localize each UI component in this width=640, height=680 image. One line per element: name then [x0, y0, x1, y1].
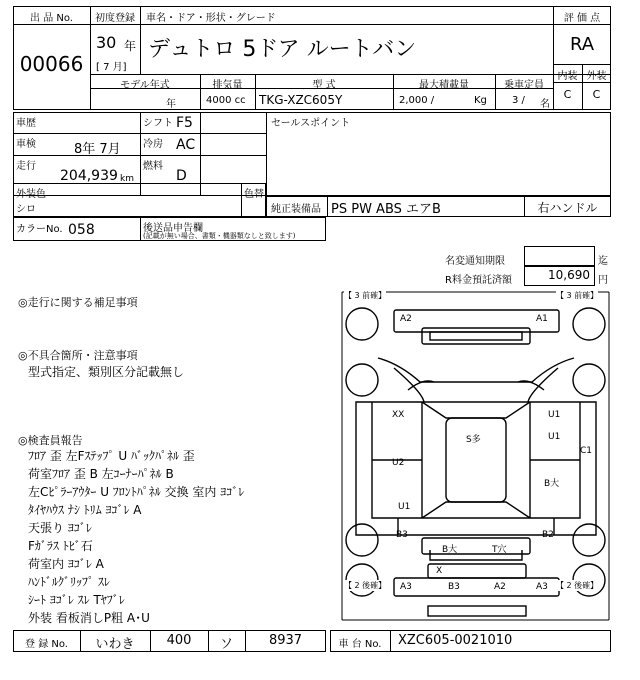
chassis-number: XZC605-0021010 — [398, 633, 513, 648]
registration-label: 登 録 No. — [25, 639, 68, 650]
inspector-line: ﾌﾛｱ 歪 左Fｽﾃｯﾌﾟ U ﾊﾞｯｸﾊﾟﾈﾙ 歪 — [28, 449, 195, 463]
registration-class: 400 — [166, 633, 192, 648]
inspector-line: 左Cﾋﾟﾗｰｱｳﾀｰ U ﾌﾛﾝﾄﾊﾟﾈﾙ 交換 室内 ﾖｺﾞﾚ — [28, 485, 245, 499]
damage-mark-u1-left: U1 — [398, 502, 411, 512]
first-registration-year-unit: 年 — [124, 39, 137, 53]
steering-side: 右ハンドル — [537, 201, 598, 215]
rating-value: RA — [569, 34, 595, 55]
diagram-tag-top-left: 【 3 前確】 — [344, 291, 387, 300]
interior-grade-label: 内装 — [557, 71, 578, 82]
model-year-unit: 年 — [166, 99, 176, 110]
recycle-value: 10,690 — [548, 268, 590, 282]
exterior-color: シロ — [16, 204, 36, 215]
ac-label: 冷房 — [143, 139, 163, 150]
registration-number: 8937 — [268, 633, 303, 648]
registration-kana: ソ — [219, 637, 233, 652]
inspector-report-title: ◎検査員報告 — [18, 434, 83, 447]
shift-label: シフト — [143, 118, 173, 129]
mileage-unit: km — [120, 174, 134, 184]
color-no-label: カラーNo. — [16, 224, 63, 235]
max-load-unit: Kg — [474, 95, 487, 106]
aftermarket-label: 後送品申告欄 — [143, 223, 203, 234]
exterior-grade: C — [592, 88, 601, 101]
vehicle-outline — [338, 290, 613, 630]
displacement-label: 排気量 — [212, 80, 243, 91]
repaint-label: 色替 — [244, 189, 264, 200]
capacity-label: 乗車定員 — [504, 80, 544, 91]
damage-mark-u1-b: U1 — [548, 432, 561, 442]
aftermarket-note: (記載が無い場合、書類・機器類なしと致します) — [143, 232, 296, 240]
inspector-line: ﾊﾝﾄﾞﾙｸﾞﾘｯﾌﾟ ｽﾚ — [28, 575, 110, 589]
displacement-value: 4000 cc — [206, 95, 246, 106]
diagram-tag-bottom-right: 【 2 後確】 — [556, 581, 599, 590]
car-name: デュトロ 5ドア ルートバン — [148, 37, 417, 62]
inspector-line: 天張り ﾖｺﾞﾚ — [28, 521, 92, 535]
recycle-label: R料金預託済額 — [445, 275, 512, 286]
inspector-line: ｼｰﾄ ﾖｺﾞﾚ ｽﾚ Tﾔﾌﾞﾚ — [28, 593, 125, 607]
exterior-color-label: 外装色 — [16, 189, 46, 200]
damage-mark-b-large-bottom: B大 — [442, 545, 458, 555]
chassis-label: 車 台 No. — [338, 639, 382, 650]
first-registration-year: 30 — [96, 33, 117, 52]
defects-line: 型式指定、類別区分記載無し — [28, 365, 185, 379]
sales-point-label: セールスポイント — [271, 118, 351, 129]
damage-mark-a1-front: A1 — [536, 314, 548, 324]
max-load-label: 最大積載量 — [419, 80, 469, 91]
inspector-line: ﾀｲﾔﾊｳｽ ﾅｼ ﾄﾘﾑ ﾖｺﾞﾚ A — [28, 503, 142, 517]
first-registration-month: [ 7 月] — [96, 62, 127, 73]
damage-mark-b3-bottom: B3 — [448, 582, 460, 592]
damage-mark-s-many: S多 — [466, 435, 481, 445]
damage-mark-u1-a: U1 — [548, 410, 561, 420]
first-registration-label: 初度登録 — [95, 13, 135, 24]
inspection-value: 8年 7月 — [74, 142, 121, 157]
lot-number-label: 出 品 No. — [30, 13, 73, 24]
color-no-value: 058 — [68, 222, 95, 238]
mileage-label: 走行 — [16, 161, 36, 172]
inspector-line: 荷室内 ﾖｺﾞﾚ A — [28, 557, 104, 571]
damage-mark-b3-left: B3 — [396, 530, 408, 540]
running-notes-title: ◎走行に関する補足事項 — [18, 296, 138, 309]
damage-mark-a2-front: A2 — [400, 314, 412, 324]
meter-notice-label: 名変通知期限 — [445, 256, 505, 267]
diagram-tag-bottom-left: 【 2 後確】 — [344, 581, 387, 590]
history-label: 車歴 — [16, 118, 36, 129]
equipment-list: PS PW ABS エアB — [331, 202, 441, 217]
max-load-value: 2,000 / — [399, 95, 435, 106]
inspection-label: 車検 — [16, 139, 36, 150]
mileage-value: 204,939 — [60, 168, 118, 184]
damage-mark-b2-right: B2 — [542, 530, 554, 540]
model-year-label: モデル年式 — [120, 80, 170, 91]
damage-mark-b-large-right: B大 — [544, 479, 560, 489]
type-label: 型 式 — [312, 80, 336, 91]
defects-title: ◎不具合箇所・注意事項 — [18, 349, 138, 362]
inspector-line: Fｶﾞﾗｽ ﾄﾋﾞ石 — [28, 539, 93, 553]
registration-region: いわき — [95, 637, 135, 652]
ac-value: AC — [176, 137, 196, 153]
diagram-tag-top-right: 【 3 前確】 — [556, 291, 599, 300]
meter-notice-box — [524, 246, 595, 266]
damage-mark-t-hole: T穴 — [492, 545, 507, 555]
interior-grade: C — [563, 88, 572, 101]
recycle-unit: 円 — [598, 275, 608, 286]
exterior-grade-label: 外装 — [586, 71, 607, 82]
damage-mark-a3-right: A3 — [536, 582, 548, 592]
car-name-label: 車名・ドア・形状・グレード — [146, 13, 276, 24]
fuel-label: 燃料 — [143, 161, 163, 172]
inspector-line: 荷室ﾌﾛｱ 歪 B 左ｺｰﾅｰﾊﾟﾈﾙ B — [28, 467, 174, 481]
damage-mark-a3-left: A3 — [400, 582, 412, 592]
genuine-equipment-label: 純正装備品 — [271, 204, 321, 215]
lot-number: 00066 — [19, 52, 84, 76]
fuel-value: D — [176, 168, 187, 184]
damage-mark-a2-bottom: A2 — [494, 582, 506, 592]
shift-value: F5 — [176, 115, 193, 131]
damage-mark-xx: XX — [392, 410, 405, 420]
meter-notice-unit: 迄 — [598, 256, 608, 267]
damage-mark-u2: U2 — [392, 458, 405, 468]
rating-label: 評 価 点 — [563, 13, 601, 24]
damage-mark-c1: C1 — [580, 446, 593, 456]
type-code: TKG-XZC605Y — [259, 93, 343, 107]
capacity-value: 3 / — [512, 95, 525, 106]
color-row-frame — [13, 183, 266, 217]
damage-mark-x-bottom: X — [436, 566, 443, 576]
inspector-line: 外装 看板消しP粗 A･U — [28, 611, 150, 625]
capacity-unit: 名 — [540, 99, 550, 110]
damage-diagram — [338, 290, 613, 630]
